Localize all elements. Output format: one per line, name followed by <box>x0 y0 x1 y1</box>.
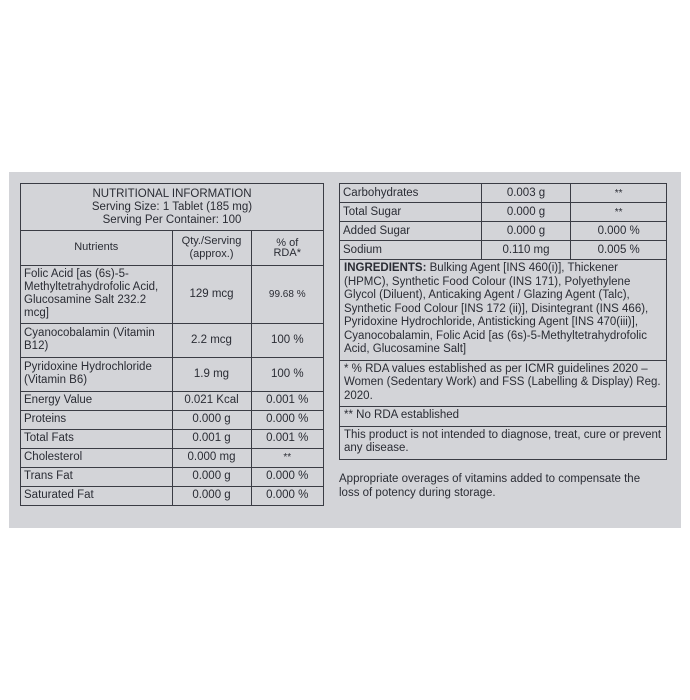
table-row <box>21 323 323 357</box>
rda-note: * % RDA values established as per ICMR guidelines 2020 – Women (Sedentary Work) and FSS (Labelling & Display) Reg. 2020. <box>344 362 661 402</box>
rda-note-box <box>339 361 667 408</box>
nutrient-qty: 0.021 Kcal <box>172 391 251 410</box>
nutrient-qty: 0.001 g <box>172 429 251 448</box>
nutrition-table-left <box>20 183 324 506</box>
no-rda-box <box>339 407 667 427</box>
nutrient-name: Cholesterol <box>21 448 172 467</box>
table-row <box>21 448 323 467</box>
nutrient-rda: 0.005 % <box>571 241 667 260</box>
ingredients-text: Bulking Agent [INS 460(i)], Thickener (HPMC), Synthetic Food Colour (INS 171), Polyethylene Glycol (Diluent), Anticaking Agent / Glazing Agent (Talc), Synthetic Food Colour [INS 172 (ii)], Disintegrant (INS 466), Pyridoxine Hydrochloride, Antisticking Agent [INS 470(iii)], Cyanocobalamin, Folic Acid [as (6s)-5-Methyltetrahydrofolic Acid, Glucosamine Salt] <box>344 262 649 355</box>
nutrient-qty: 1.9 mg <box>172 357 251 391</box>
nutrient-name: Folic Acid [as (6s)-5-Methyltetrahydrofolic Acid, Glucosamine Salt 232.2 mcg] <box>21 265 172 323</box>
nutrient-qty: 0.000 g <box>172 486 251 505</box>
table-row <box>21 265 323 323</box>
nutrient-qty: 0.000 g <box>481 203 571 222</box>
table-row <box>21 486 323 505</box>
nutrient-qty: 0.000 mg <box>172 448 251 467</box>
serving-size: Serving Size: 1 Tablet (185 mg) <box>91 201 253 213</box>
nutrient-rda: ** <box>251 448 323 467</box>
nutrient-rda: ** <box>571 184 667 203</box>
disclaimer-text: This product is not intended to diagnose, treat, cure or prevent any disease. <box>344 428 662 454</box>
table-row <box>21 357 323 391</box>
nutrient-name: Cyanocobalamin (Vitamin B12) <box>21 323 172 357</box>
table-row <box>21 467 323 486</box>
ingredients-label: INGREDIENTS: <box>344 262 427 274</box>
table-row <box>21 410 323 429</box>
no-rda-note: ** No RDA established <box>344 409 460 421</box>
nutrient-rda: 0.000 % <box>251 467 323 486</box>
nutrient-qty: 129 mcg <box>172 265 251 323</box>
nutrient-name: Carbohydrates <box>340 184 482 203</box>
nutrient-qty: 0.000 g <box>172 410 251 429</box>
nutrient-rda: 0.000 % <box>251 410 323 429</box>
nutrient-name: Added Sugar <box>340 222 482 241</box>
nutrition-title: NUTRITIONAL INFORMATION <box>92 188 252 200</box>
table-header-row <box>21 231 323 265</box>
nutrient-rda: ** <box>571 203 667 222</box>
disclaimer-box <box>339 427 667 460</box>
serving-per-container: Serving Per Container: 100 <box>102 214 242 226</box>
nutrient-rda: 100 % <box>251 357 323 391</box>
overage-note: Appropriate overages of vitamins added to compensate the loss of potency during storage. <box>339 472 641 499</box>
nutrient-name: Energy Value <box>21 391 172 410</box>
nutrient-qty: 2.2 mcg <box>172 323 251 357</box>
table-row <box>340 222 667 241</box>
nutrition-header <box>21 184 323 231</box>
ingredients-box <box>339 260 667 361</box>
nutrient-name: Saturated Fat <box>21 486 172 505</box>
nutrient-qty: 0.110 mg <box>481 241 571 260</box>
nutrition-table-right <box>339 183 667 500</box>
nutrient-rda: 0.000 % <box>571 222 667 241</box>
col-nutrients: Nutrients <box>21 231 172 265</box>
col-qty: Qty./Serving (approx.) <box>172 231 251 265</box>
table-row <box>21 391 323 410</box>
col-rda: % of RDA* <box>251 231 323 265</box>
nutrient-name: Total Sugar <box>340 203 482 222</box>
nutrient-rda: 0.000 % <box>251 486 323 505</box>
nutrient-name: Proteins <box>21 410 172 429</box>
nutrients-table-continued <box>339 183 667 260</box>
nutrient-name: Pyridoxine Hydrochloride (Vitamin B6) <box>21 357 172 391</box>
nutrient-name: Sodium <box>340 241 482 260</box>
nutrient-name: Trans Fat <box>21 467 172 486</box>
nutrients-table <box>21 231 323 505</box>
table-row <box>340 184 667 203</box>
nutrient-qty: 0.000 g <box>172 467 251 486</box>
nutrient-rda: 99.68 % <box>251 265 323 323</box>
nutrient-rda: 0.001 % <box>251 391 323 410</box>
nutrient-qty: 0.000 g <box>481 222 571 241</box>
nutrient-rda: 100 % <box>251 323 323 357</box>
table-row <box>340 203 667 222</box>
nutrient-rda: 0.001 % <box>251 429 323 448</box>
nutrient-qty: 0.003 g <box>481 184 571 203</box>
nutrient-name: Total Fats <box>21 429 172 448</box>
table-row <box>21 429 323 448</box>
table-row <box>340 241 667 260</box>
